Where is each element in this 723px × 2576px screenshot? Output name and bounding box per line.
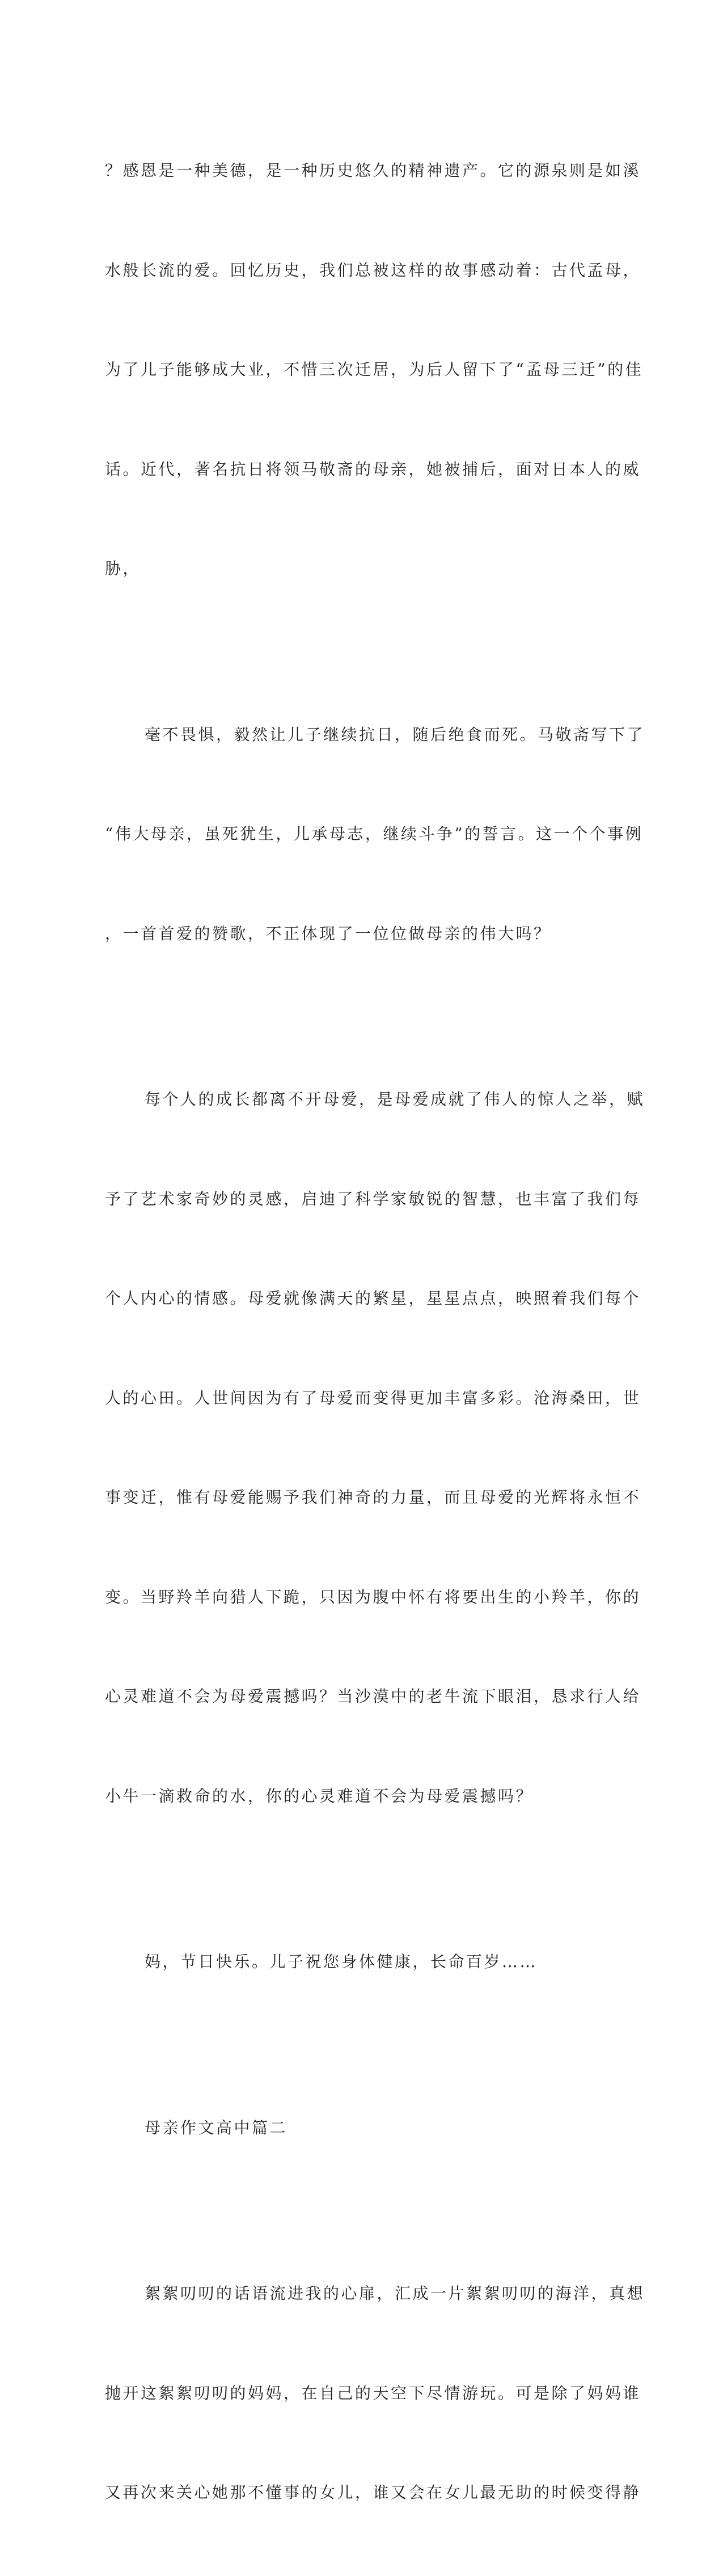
text-line: ，一首首爱的赞歌，不正体现了一位位做母亲的伟大吗？ — [105, 924, 552, 943]
text-line: ？感恩是一种美德，是一种历史悠久的精神遗产。它的源泉则是如溪 — [105, 161, 641, 180]
text-line: 毫不畏惧，毅然让儿子继续抗日，随后绝食而死。马敬斋写下了 — [145, 725, 645, 744]
text-line: 变。当野羚羊向猎人下跪，只因为腹中怀有将要出生的小羚羊，你的 — [105, 1587, 641, 1606]
paragraph-3 — [105, 1017, 645, 1879]
text-line: 又再次来关心她那不懂事的女儿，谁又会在女儿最无助的时候变得静 — [105, 2483, 641, 2502]
text-line: “伟大母亲，虽死犹生，儿承母志，继续斗争”的誓言。这一个个事例 — [105, 824, 644, 843]
paragraph-1 — [105, 88, 644, 652]
paragraph-5 — [105, 2211, 645, 2576]
text-line: 事变迁，惟有母爱能赐予我们神奇的力量，而且母爱的光辉将永恒不 — [105, 1488, 641, 1507]
text-line: 小牛一滴救命的水，你的心灵难道不会为母爱震撼吗？ — [105, 1786, 534, 1805]
text-line: 抛开这絮絮叨叨的妈妈，在自己的天空下尽情游玩。可是除了妈妈谁 — [105, 2383, 641, 2402]
text-line: 话。近代，著名抗日将领马敬斋的母亲，她被捕后，面对日本人的威 — [105, 459, 641, 479]
text-line: 絮絮叨叨的话语流进我的心扉，汇成一片絮絮叨叨的海洋，真想 — [145, 2284, 645, 2303]
text-line: 为了儿子能够成大业，不惜三次迁居，为后人留下了“孟母三迁”的佳 — [105, 360, 644, 379]
text-line: 个人内心的情感。母爱就像满天的繁星，星星点点，映照着我们每个 — [105, 1289, 641, 1308]
text-line: 水般长流的爱。回忆历史，我们总被这样的故事感动着：古代孟母， — [105, 260, 641, 280]
text-line: 胁， — [105, 559, 141, 578]
text-line: 予了艺术家奇妙的灵感，启迪了科学家敏锐的智慧，也丰富了我们每 — [105, 1189, 641, 1208]
heading-line: 母亲作文高中篇二 — [145, 2118, 288, 2137]
text-line: 人的心田。人世间因为有了母爱而变得更加丰富多彩。沧海桑田，世 — [105, 1388, 641, 1407]
document-body — [105, 88, 645, 2576]
paragraph-2 — [105, 652, 645, 1017]
text-line: 每个人的成长都离不开母爱，是母爱成就了伟人的惊人之举，赋 — [145, 1090, 645, 1109]
text-line: 妈，节日快乐。儿子祝您身体健康，长命百岁…… — [145, 1952, 538, 1971]
section-heading — [105, 2045, 615, 2211]
text-line: 心灵难道不会为母爱震撼吗？当沙漠中的老牛流下眼泪，恳求行人给 — [105, 1687, 641, 1706]
paragraph-4 — [105, 1879, 615, 2045]
